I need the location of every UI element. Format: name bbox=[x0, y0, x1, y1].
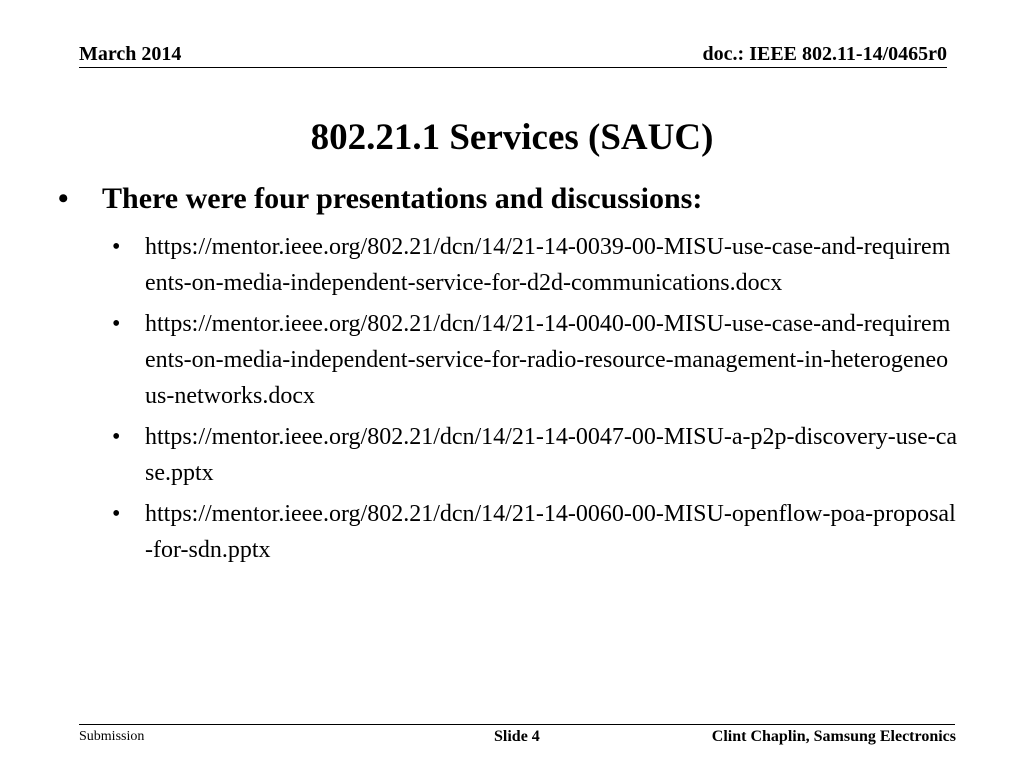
slide-title: 802.21.1 Services (SAUC) bbox=[310, 117, 714, 158]
link-list-item bbox=[110, 496, 960, 568]
bullet-marker: • bbox=[58, 182, 69, 215]
link-list-item bbox=[110, 419, 960, 491]
footer-author: Clint Chaplin, Samsung Electronics bbox=[711, 728, 956, 745]
footer-submission: Submission bbox=[79, 729, 145, 744]
document-link[interactable]: https://mentor.ieee.org/802.21/dcn/14/21-14-0039-00-MISU-use-case-and-requirements-on-media-independent-service-for-d2d-communications.docx bbox=[145, 234, 951, 296]
header-divider bbox=[79, 67, 947, 68]
bullet-marker: • bbox=[112, 501, 121, 527]
footer-slide-number: Slide 4 bbox=[494, 728, 540, 745]
bullet-marker: • bbox=[112, 234, 121, 260]
document-link[interactable]: https://mentor.ieee.org/802.21/dcn/14/21-14-0060-00-MISU-openflow-poa-proposal-for-sdn.pptx bbox=[145, 501, 956, 563]
link-list-item bbox=[110, 229, 960, 301]
document-link[interactable]: https://mentor.ieee.org/802.21/dcn/14/21-14-0047-00-MISU-a-p2p-discovery-use-case.pptx bbox=[145, 424, 958, 486]
bullet-marker: • bbox=[112, 424, 121, 450]
bullet-marker: • bbox=[112, 311, 121, 337]
header-doc-id: doc.: IEEE 802.11-14/0465r0 bbox=[702, 43, 947, 65]
document-link[interactable]: https://mentor.ieee.org/802.21/dcn/14/21-14-0040-00-MISU-use-case-and-requirements-on-media-independent-service-for-radio-resource-management-in-heterogeneous-networks.docx bbox=[145, 311, 951, 409]
header-date: March 2014 bbox=[79, 43, 182, 65]
link-list-item bbox=[110, 306, 960, 414]
main-bullet-text: There were four presentations and discussions: bbox=[102, 182, 703, 215]
footer-divider bbox=[79, 724, 955, 725]
link-list bbox=[110, 229, 960, 573]
